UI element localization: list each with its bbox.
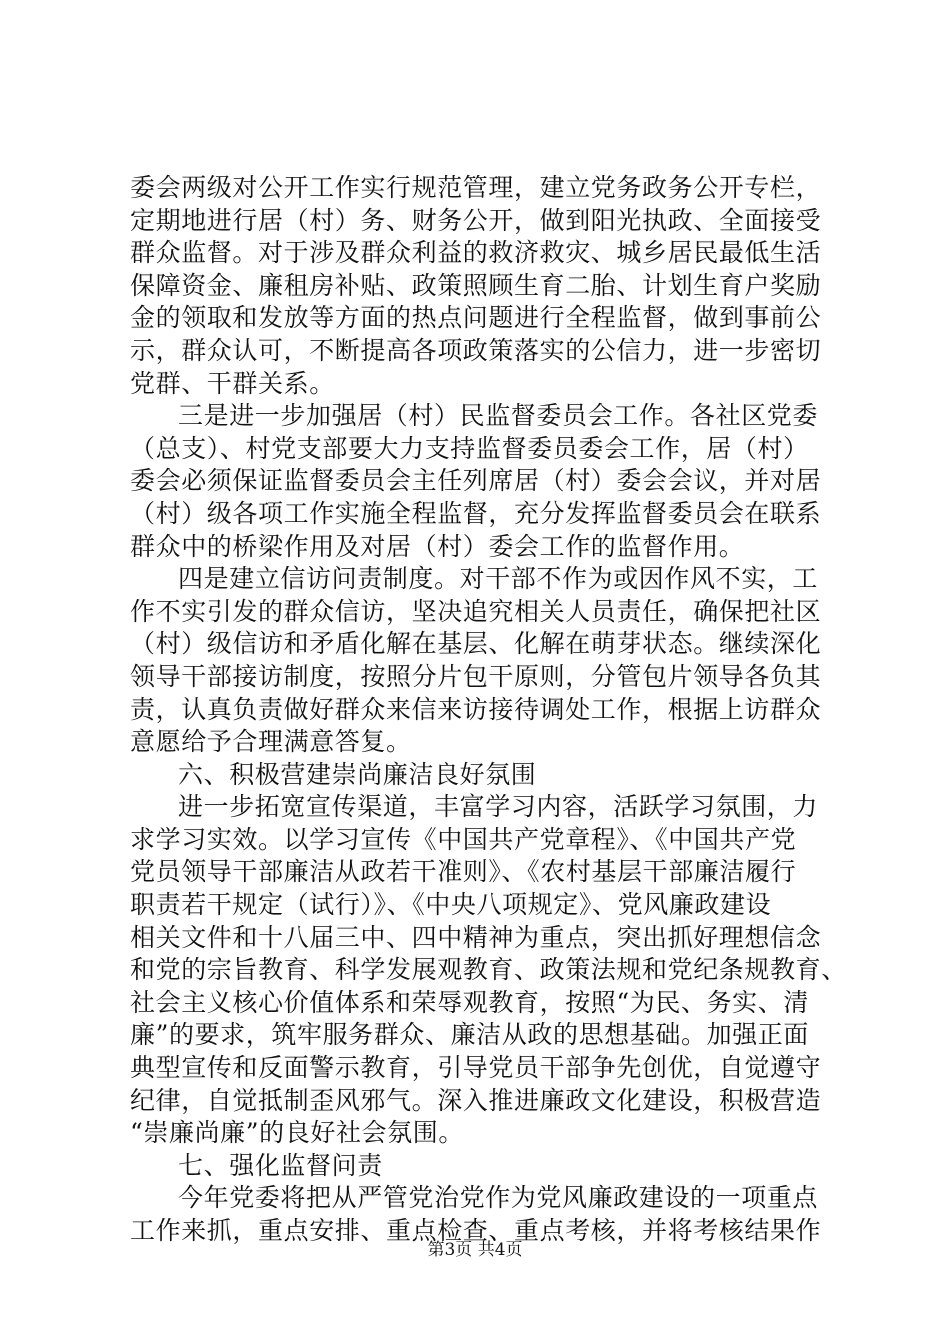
section-heading: 六、积极营建崇尚廉洁良好氛围 [178, 759, 537, 789]
text-line: 群众监督。对于涉及群众利益的救济救灾、城乡居民最低生活 [130, 238, 822, 268]
paragraph-start-line: 今年党委将把从严管党治党作为党风廉政建设的一项重点 [178, 1183, 819, 1213]
text-line: 群众中的桥梁作用及对居（村）委会工作的监督作用。 [130, 531, 745, 561]
text-line: 作不实引发的群众信访，坚决追究相关人员责任，确保把社区 [130, 596, 822, 626]
text-line: 求学习实效。以学习宣传《中国共产党章程》、《中国共产党 [130, 824, 797, 854]
text-line: “崇廉尚廉”的良好社会氛围。 [130, 1118, 464, 1148]
text-line: 职责若干规定（试行）》、《中央八项规定》、党风廉政建设 [130, 890, 772, 920]
text-line: 委会必须保证监督委员会主任列席居（村）委会会议，并对居 [130, 466, 822, 496]
text-line: 党群、干群关系。 [130, 368, 335, 398]
text-line: 党员领导干部廉洁从政若干准则》、《农村基层干部廉洁履行 [130, 857, 797, 887]
text-line: 责，认真负责做好群众来信来访接待调处工作，根据上访群众 [130, 694, 822, 724]
text-line: 保障资金、廉租房补贴、政策照顾生育二胎、计划生育户奖励 [130, 270, 822, 300]
text-line: 示，群众认可，不断提高各项政策落实的公信力，进一步密切 [130, 335, 822, 365]
document-body [130, 172, 847, 1248]
text-line: 和党的宗旨教育、科学发展观教育、政策法规和党纪条规教育、 [130, 955, 847, 985]
text-line: 领导干部接访制度，按照分片包干原则，分管包片领导各负其 [130, 661, 822, 691]
text-line: 社会主义核心价值体系和荣辱观教育，按照“为民、务实、清 [130, 987, 809, 1017]
text-line: 金的领取和发放等方面的热点问题进行全程监督，做到事前公 [130, 303, 822, 333]
text-line: 意愿给予合理满意答复。 [130, 727, 412, 757]
text-line: （总支）、村党支部要大力支持监督委员委会工作，居（村） [130, 433, 809, 463]
text-line: 相关文件和十八届三中、四中精神为重点，突出抓好理想信念 [130, 922, 822, 952]
paragraph-start-line: 四是建立信访问责制度。对干部不作为或因作风不实，工 [178, 564, 819, 594]
text-line: 委会两级对公开工作实行规范管理，建立党务政务公开专栏， [130, 173, 822, 202]
text-line: 工作来抓，重点安排、重点检查、重点考核，并将考核结果作 [130, 1216, 822, 1245]
paragraph-start-line: 进一步拓宽宣传渠道，丰富学习内容，活跃学习氛围，力 [178, 792, 819, 822]
text-line: 廉”的要求，筑牢服务群众、廉洁从政的思想基础。加强正面 [130, 1020, 809, 1050]
text-line: 典型宣传和反面警示教育，引导党员干部争先创优，自觉遵守 [130, 1053, 822, 1083]
text-line: （村）级信访和矛盾化解在基层、化解在萌芽状态。继续深化 [130, 629, 822, 659]
text-line: （村）级各项工作实施全程监督，充分发挥监督委员会在联系 [130, 498, 822, 528]
text-line: 定期地进行居（村）务、财务公开，做到阳光执政、全面接受 [130, 205, 822, 235]
paragraph-start-line: 三是进一步加强居（村）民监督委员会工作。各社区党委 [178, 401, 819, 431]
page-footer [0, 1239, 950, 1261]
page-number-label: 第3页 共4页 [427, 1240, 523, 1260]
text-line: 纪律，自觉抵制歪风邪气。深入推进廉政文化建设，积极营造 [130, 1085, 822, 1115]
section-heading: 七、强化监督问责 [178, 1150, 383, 1180]
